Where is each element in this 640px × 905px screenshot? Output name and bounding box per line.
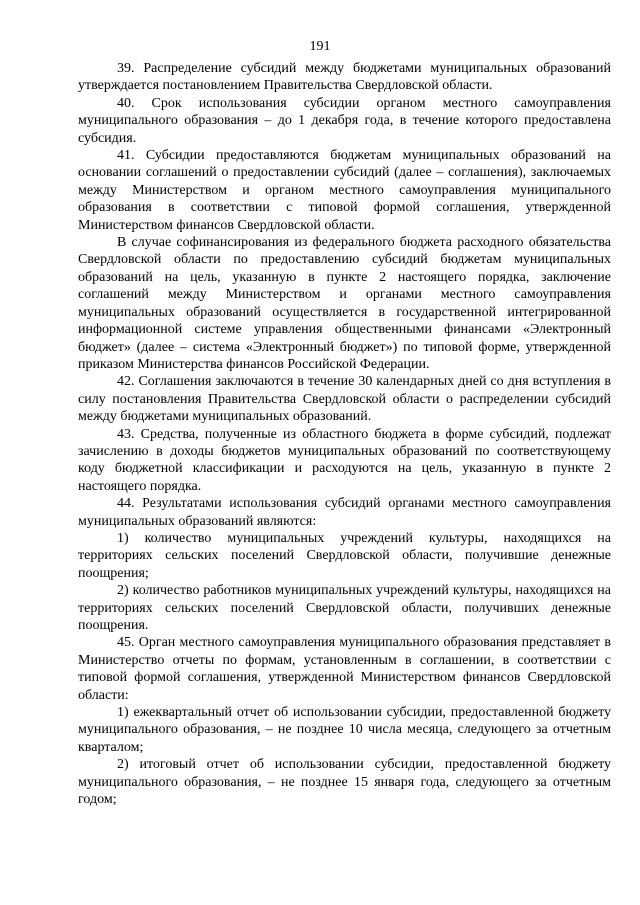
paragraph-44: 44. Результатами использования субсидий органами местного самоуправления муниципальных образований являются: (78, 496, 611, 529)
paragraph-45-item-1: 1) ежеквартальный отчет об использовании субсидии, предоставленной бюджету муниципального образования, – не позднее 10 числа месяца, следующего за отчетным кварталом; (78, 705, 611, 755)
paragraph-45: 45. Орган местного самоуправления муниципального образования представляет в Министерство отчеты по формам, установленным в соглашении, в соответствии с типовой формой соглашения, утвержденной Министерством финансов Свердловской области: (78, 635, 611, 703)
paragraph-44-item-2: 2) количество работников муниципальных учреждений культуры, находящихся на территориях сельских поселений Свердловской области, получивших денежные поощрения. (78, 583, 611, 633)
paragraph-43: 43. Средства, полученные из областного бюджета в форме субсидий, подлежат зачислению в доходы бюджетов муниципальных образований по соответствующему коду бюджетной классификации и расходуются на цель, указанную в пункте 2 настоящего порядка. (78, 426, 611, 494)
paragraph-40: 40. Срок использования субсидии органом местного самоуправления муниципального образования – до 1 декабря года, в течение которого предоставлена субсидия. (78, 95, 611, 146)
page-number: 191 (309, 39, 331, 54)
paragraph-41: 41. Субсидии предоставляются бюджетам муниципальных образований на основании соглашений о предоставлении субсидий (далее – соглашения), заключаемых между Министерством и органом местного самоуправления муниципального образования в соответствии с типовой формой соглашения, утвержденной Министерством финансов Свердловской области. (78, 148, 611, 233)
paragraph-42: 42. Соглашения заключаются в течение 30 календарных дней со дня вступления в силу постановления Правительства Свердловской области о распределении субсидий между бюджетами муниципальных образований. (78, 374, 611, 425)
paragraph-41-cofinancing: В случае софинансирования из федерального бюджета расходного обязательства Свердловской области по предоставлению субсидий бюджетам муниципальных образований на цель, указанную в пункте 2 настоящего порядка, заключение соглашений между Министерством и органами местного самоуправления муниципальных образований осуществляется в государственной интегрированной информационной системе управления общественными финансами «Электронный бюджет» (далее – система «Электронный бюджет») по типовой форме, утвержденной приказом Министерства финансов Российской Федерации. (78, 235, 611, 372)
paragraph-44-item-1: 1) количество муниципальных учреждений культуры, находящихся на территориях сельских поселений Свердловской области, получившие денежные поощрения; (78, 530, 611, 581)
paragraph-39: 39. Распределение субсидий между бюджетами муниципальных образований утверждается постановлением Правительства Свердловской области. (78, 61, 611, 94)
paragraph-45-item-2: 2) итоговый отчет об использовании субсидии, предоставленной бюджету муниципального образования, – не позднее 15 января года, следующего за отчетным годом; (78, 757, 611, 808)
document-body (78, 60, 611, 808)
